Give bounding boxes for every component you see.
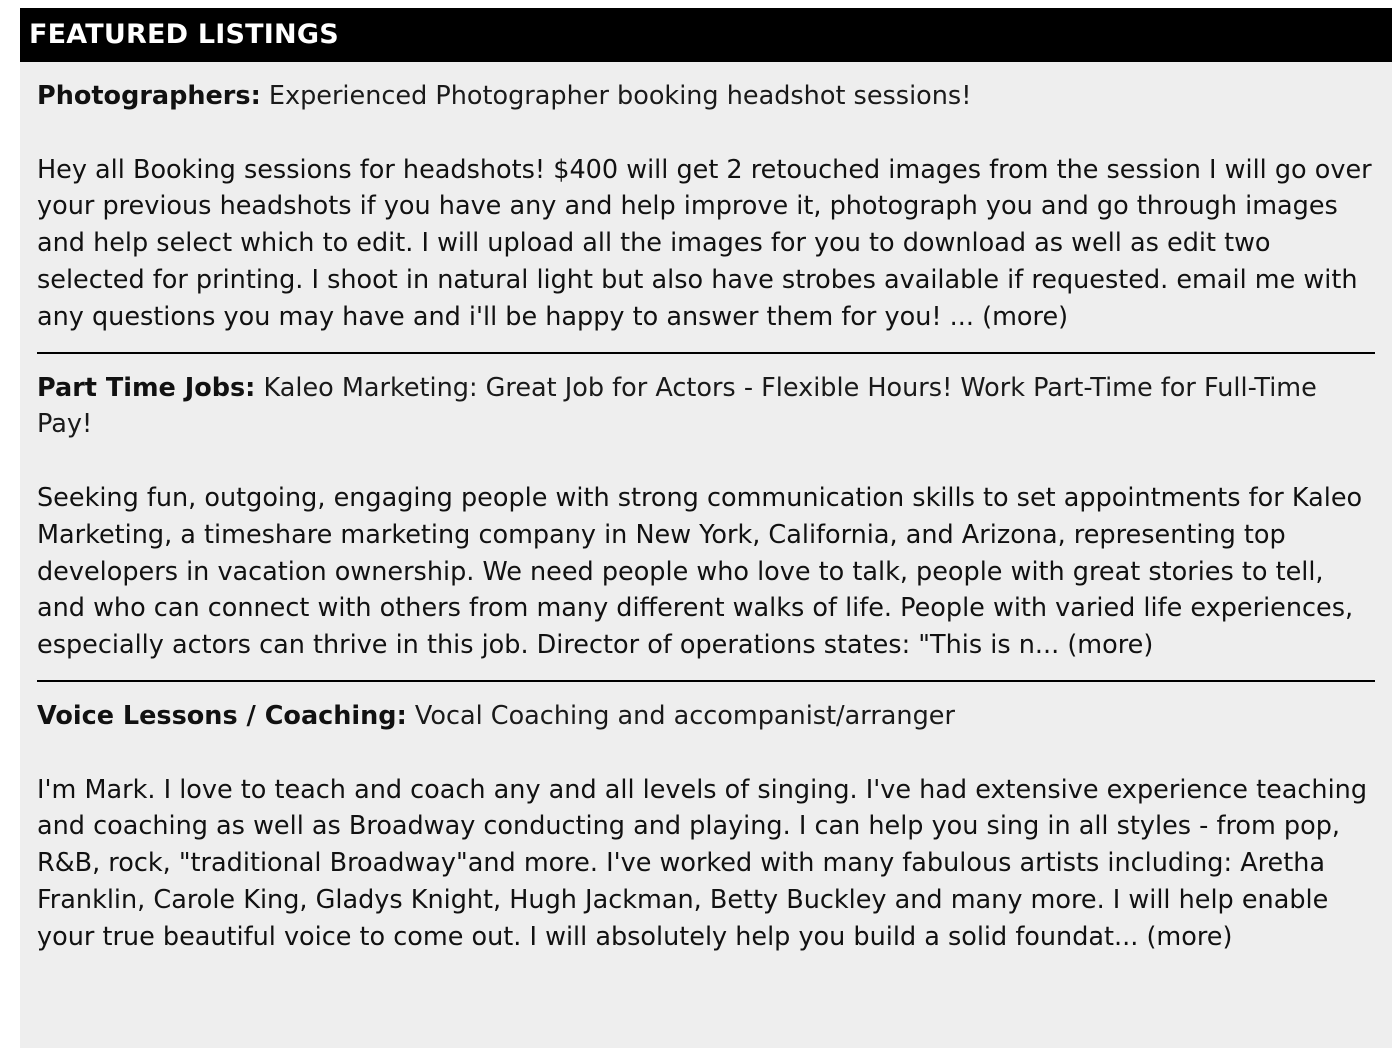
listing-title-line — [37, 370, 1375, 444]
listing-description: Hey all Booking sessions for headshots! $400 will get 2 retouched images from the session I will go over your previous headshots if you have any and help improve it, photograph you and go through images and help select which to edit. I will upload all the images for you to download as well as edit two selected for printing. I shoot in natural light but also have strobes available if requested. email me with any questions you may have and i'll be happy to answer them for you! ... — [37, 154, 1372, 332]
listing-description-block — [37, 480, 1375, 664]
listings-content — [20, 62, 1392, 956]
more-link[interactable]: (more) — [1146, 921, 1233, 952]
listing-headline[interactable]: Kaleo Marketing: Great Job for Actors - Flexible Hours! Work Part-Time for Full-Time Pay! — [37, 372, 1317, 440]
listing-category: Photographers: — [37, 81, 261, 111]
listing-divider — [37, 352, 1375, 354]
listing-description-block — [37, 152, 1375, 336]
listing-part-time-jobs — [37, 370, 1375, 664]
listing-category: Part Time Jobs: — [37, 372, 256, 403]
listing-title-line — [37, 698, 1375, 735]
featured-listings-header: FEATURED LISTINGS — [20, 8, 1392, 62]
listing-description-block — [37, 772, 1375, 956]
more-link[interactable]: (more) — [1067, 630, 1154, 661]
more-link[interactable]: (more) — [982, 301, 1069, 332]
featured-listings-panel — [20, 8, 1392, 1048]
listing-description: Seeking fun, outgoing, engaging people with strong communication skills to set appointments for Kaleo Marketing, a timeshare marketing company in New York, California, and Arizona, representing top developers in vacation ownership. We need people who love to talk, people with great stories to tell, and who can connect with others from many different walks of life. People with varied life experiences, especially actors can thrive in this job. Director of operations states: "This is n... — [37, 482, 1363, 661]
listing-category: Voice Lessons / Coaching: — [37, 700, 407, 731]
listing-title-line — [37, 78, 1375, 115]
listing-headline[interactable]: Experienced Photographer booking headshot sessions! — [268, 81, 972, 111]
listing-headline[interactable]: Vocal Coaching and accompanist/arranger — [414, 700, 955, 731]
listing-description: I'm Mark. I love to teach and coach any and all levels of singing. I've had extensive experience teaching and coaching as well as Broadway conducting and playing. I can help you sing in all styles - from pop, R&B, rock, "traditional Broadway"and more. I've worked with many fabulous artists including: Aretha Franklin, Carole King, Gladys Knight, Hugh Jackman, Betty Buckley and many more. I will help enable your true beautiful voice to come out. I will absolutely help you build a solid foundat... — [37, 774, 1368, 952]
listing-voice-lessons — [37, 698, 1375, 956]
listing-divider — [37, 680, 1375, 682]
listing-photographers — [37, 78, 1375, 336]
